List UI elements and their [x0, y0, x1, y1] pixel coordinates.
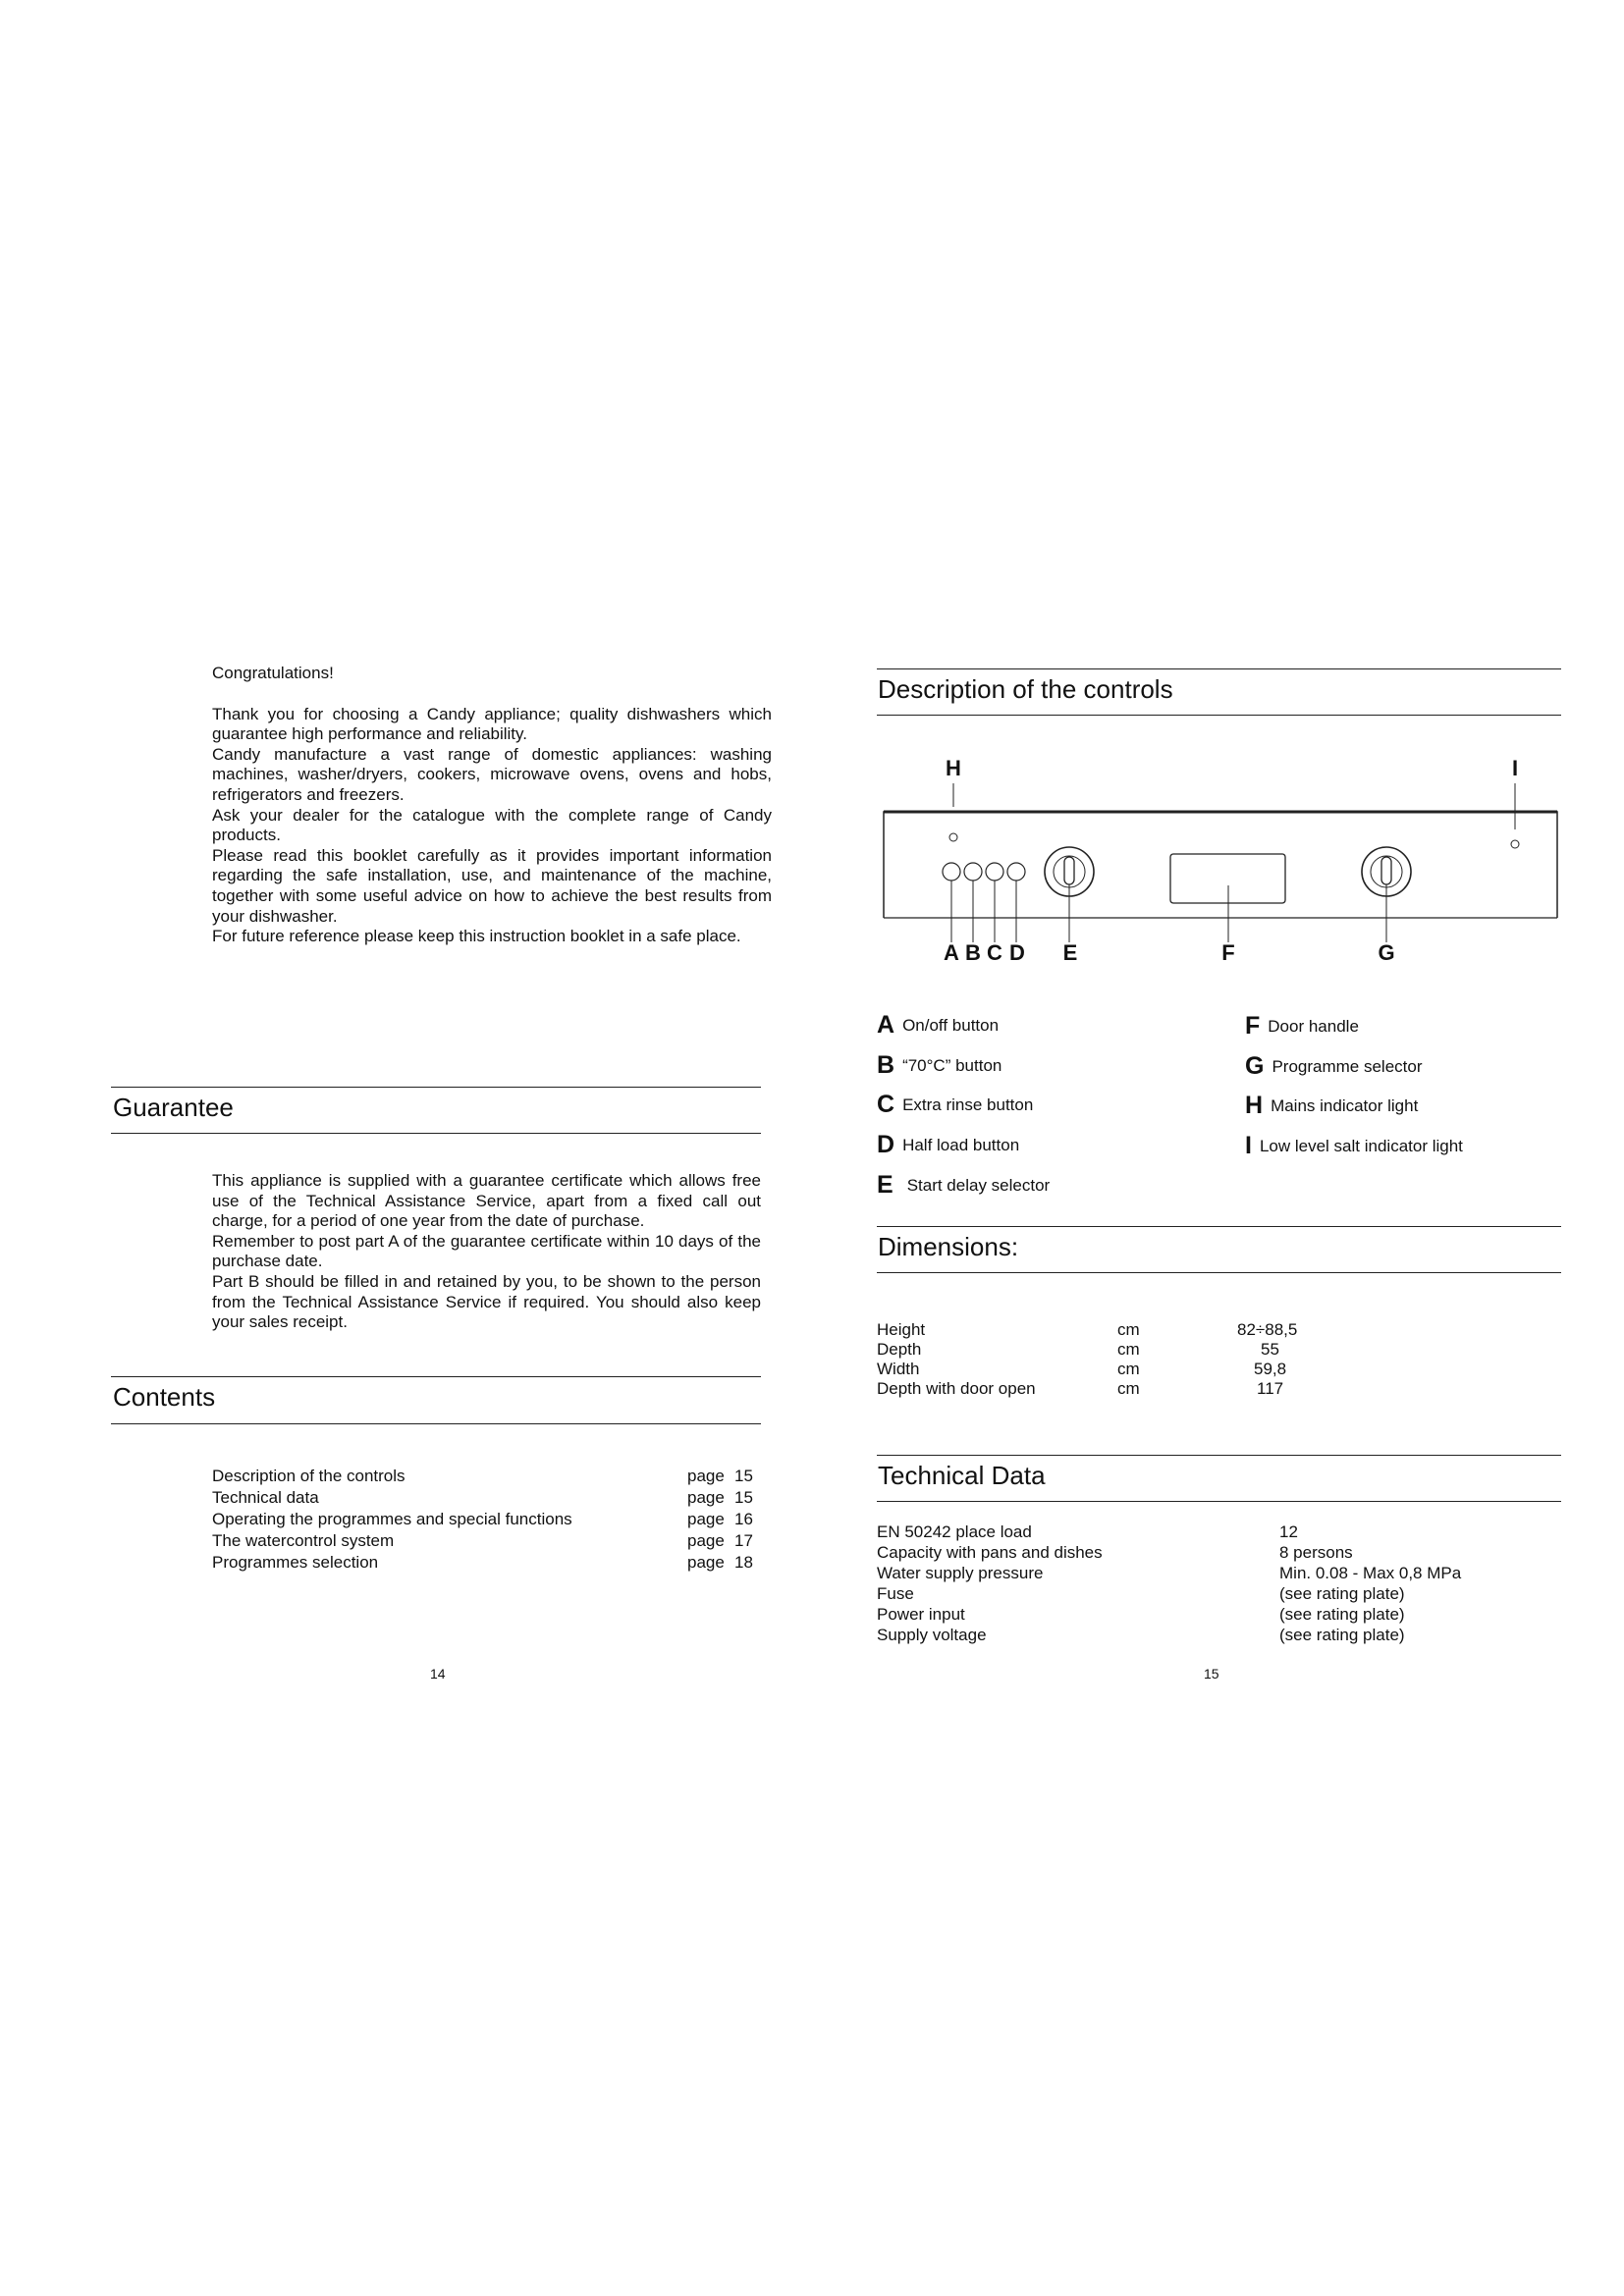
start-delay-selector-knob-icon: [1045, 847, 1094, 942]
diagram-label-g: G: [1378, 940, 1395, 965]
legend-item-h: [1245, 1092, 1418, 1120]
technical-value: (see rating plate): [1279, 1584, 1405, 1603]
legend-item-a: [877, 1011, 999, 1040]
intro-greeting: Congratulations!: [212, 664, 334, 682]
dimensions-top-rule: [877, 1226, 1561, 1227]
toc-item-page-number: 15: [734, 1488, 753, 1507]
contents-top-rule: [111, 1376, 761, 1377]
panel-outline: [884, 812, 1557, 918]
guarantee-heading: Guarantee: [113, 1093, 234, 1122]
controls-top-rule: [877, 668, 1561, 669]
legend-text: Extra rinse button: [902, 1095, 1034, 1114]
legend-item-i: [1245, 1132, 1463, 1160]
half-load-button-icon: [1007, 863, 1025, 881]
legend-letter: F: [1245, 1012, 1261, 1040]
technical-value: (see rating plate): [1279, 1626, 1405, 1644]
technical-value: 8 persons: [1279, 1543, 1353, 1562]
guarantee-line-3: Part B should be filled in and retained by you, to be shown to the person from the Technical Assistance Service if required. You should also keep your sales receipt.: [212, 1271, 761, 1332]
technical-label: Supply voltage: [877, 1626, 987, 1644]
guarantee-section: [212, 1171, 761, 1333]
technical-top-rule: [877, 1455, 1561, 1456]
legend-item-e: [877, 1171, 1050, 1200]
dimension-unit: cm: [1117, 1320, 1140, 1339]
toc-item[interactable]: [212, 1553, 762, 1575]
diagram-label-a: A: [944, 940, 959, 965]
guarantee-line-1: This appliance is supplied with a guarantee certificate which allows free use of the Technical Assistance Service, apart from a fixed call out charge, for a period of one year from the date of purchase.: [212, 1171, 761, 1231]
guarantee-bottom-rule: [111, 1133, 761, 1134]
technical-row: [877, 1522, 1505, 1542]
dimension-label: Depth: [877, 1340, 922, 1359]
technical-value: 12: [1279, 1522, 1298, 1541]
intro-line-5: For future reference please keep this instruction booklet in a safe place.: [212, 927, 741, 946]
dimensions-bottom-rule: [877, 1272, 1561, 1273]
legend-item-c: [877, 1091, 1033, 1119]
toc-item-page-label: page: [687, 1467, 725, 1485]
dimension-row: [877, 1379, 1427, 1399]
diagram-label-d: D: [1009, 940, 1025, 965]
toc-item-page-label: page: [687, 1488, 725, 1507]
legend-text: “70°C” button: [902, 1056, 1002, 1075]
dimension-unit: cm: [1117, 1360, 1140, 1378]
70c-button-icon: [964, 863, 982, 881]
dimension-value: 55: [1261, 1340, 1279, 1359]
toc-item-title: Technical data: [212, 1488, 319, 1507]
legend-item-g: [1245, 1052, 1423, 1081]
technical-row: [877, 1584, 1505, 1604]
toc-item-title: The watercontrol system: [212, 1531, 395, 1550]
technical-row: [877, 1564, 1505, 1583]
technical-value: Min. 0.08 - Max 0,8 MPa: [1279, 1564, 1462, 1582]
legend-letter: D: [877, 1131, 895, 1158]
diagram-label-e: E: [1062, 940, 1078, 965]
dimension-row: [877, 1340, 1427, 1360]
diagram-label-f: F: [1221, 940, 1235, 965]
intro-line-2: Candy manufacture a vast range of domestic appliances: washing machines, washer/dryers, cookers, microwave ovens, ovens and hobs, refrigerators and freezers.: [212, 744, 772, 804]
contents-heading: Contents: [113, 1382, 216, 1412]
diagram-label-i: I: [1511, 756, 1519, 780]
extra-rinse-button-icon: [986, 863, 1003, 881]
diagram-label-c: C: [987, 940, 1002, 965]
on-off-button-icon: [943, 863, 960, 881]
legend-letter: E: [877, 1171, 893, 1199]
toc-item[interactable]: [212, 1531, 762, 1553]
diagram-label-b: B: [965, 940, 981, 965]
dimensions-heading: Dimensions:: [878, 1232, 1019, 1261]
dimension-label: Width: [877, 1360, 920, 1378]
mains-indicator-light-icon: [949, 833, 957, 841]
controls-heading: Description of the controls: [878, 674, 1173, 704]
guarantee-line-2: Remember to post part A of the guarantee certificate within 10 days of the purchase date.: [212, 1231, 761, 1271]
toc-item-page-number: 16: [734, 1510, 753, 1528]
legend-item-b: [877, 1051, 1001, 1080]
legend-text: Door handle: [1268, 1017, 1359, 1036]
guarantee-top-rule: [111, 1087, 761, 1088]
technical-bottom-rule: [877, 1501, 1561, 1502]
dimension-value: 82÷88,5: [1237, 1320, 1298, 1339]
page-number-left: 14: [430, 1666, 446, 1682]
technical-label: Water supply pressure: [877, 1564, 1044, 1582]
legend-item-f: [1245, 1012, 1359, 1041]
dimension-row: [877, 1320, 1427, 1340]
technical-row: [877, 1626, 1505, 1645]
dimension-value: 117: [1257, 1379, 1284, 1398]
legend-text: Low level salt indicator light: [1259, 1137, 1463, 1155]
legend-text: On/off button: [902, 1016, 1000, 1035]
technical-row: [877, 1543, 1505, 1563]
toc-item-page-number: 17: [734, 1531, 753, 1550]
technical-value: (see rating plate): [1279, 1605, 1405, 1624]
legend-text: Mains indicator light: [1271, 1096, 1419, 1115]
legend-letter: I: [1245, 1132, 1252, 1159]
legend-letter: B: [877, 1051, 895, 1079]
legend-letter: G: [1245, 1052, 1265, 1080]
salt-indicator-light-icon: [1511, 840, 1519, 848]
toc-item-page-label: page: [687, 1531, 725, 1550]
legend-text: Programme selector: [1272, 1057, 1423, 1076]
intro-line-4: Please read this booklet carefully as it provides important information regarding the safe installation, use, and maintenance of the machine, together with some useful advice on how to achieve the best results from your dishwasher.: [212, 845, 772, 926]
toc-item-title: Programmes selection: [212, 1553, 379, 1572]
dimension-unit: cm: [1117, 1340, 1140, 1359]
technical-label: Fuse: [877, 1584, 914, 1603]
diagram-label-h: H: [946, 756, 961, 780]
technical-label: EN 50242 place load: [877, 1522, 1032, 1541]
control-panel-diagram: [864, 746, 1571, 982]
page-number-right: 15: [1204, 1666, 1219, 1682]
legend-letter: C: [877, 1091, 895, 1118]
intro-section: [212, 664, 772, 947]
toc-item[interactable]: [212, 1467, 762, 1488]
legend-text: Half load button: [902, 1136, 1020, 1154]
toc-item-page-label: page: [687, 1553, 725, 1572]
toc-item-page-label: page: [687, 1510, 725, 1528]
dimension-label: Height: [877, 1320, 926, 1339]
dimension-label: Depth with door open: [877, 1379, 1036, 1398]
technical-row: [877, 1605, 1505, 1625]
legend-item-d: [877, 1131, 1019, 1159]
controls-bottom-rule: [877, 715, 1561, 716]
dimension-value: 59,8: [1254, 1360, 1287, 1378]
contents-bottom-rule: [111, 1423, 761, 1424]
toc-item-title: Operating the programmes and special functions: [212, 1510, 572, 1528]
legend-text: Start delay selector: [906, 1176, 1051, 1195]
toc-item-page-number: 15: [734, 1467, 753, 1485]
technical-heading: Technical Data: [878, 1461, 1046, 1490]
intro-line-1: Thank you for choosing a Candy appliance; quality dishwashers which guarantee high performance and reliability.: [212, 704, 772, 744]
technical-label: Capacity with pans and dishes: [877, 1543, 1103, 1562]
toc-item-page-number: 18: [734, 1553, 753, 1572]
intro-line-3: Ask your dealer for the catalogue with the complete range of Candy products.: [212, 805, 772, 845]
toc-item[interactable]: [212, 1488, 762, 1510]
programme-selector-knob-icon: [1362, 847, 1411, 942]
toc-item[interactable]: [212, 1510, 762, 1531]
toc-item-title: Description of the controls: [212, 1467, 406, 1485]
legend-letter: A: [877, 1011, 895, 1039]
technical-label: Power input: [877, 1605, 965, 1624]
dimension-unit: cm: [1117, 1379, 1140, 1398]
dimension-row: [877, 1360, 1427, 1379]
legend-letter: H: [1245, 1092, 1264, 1119]
